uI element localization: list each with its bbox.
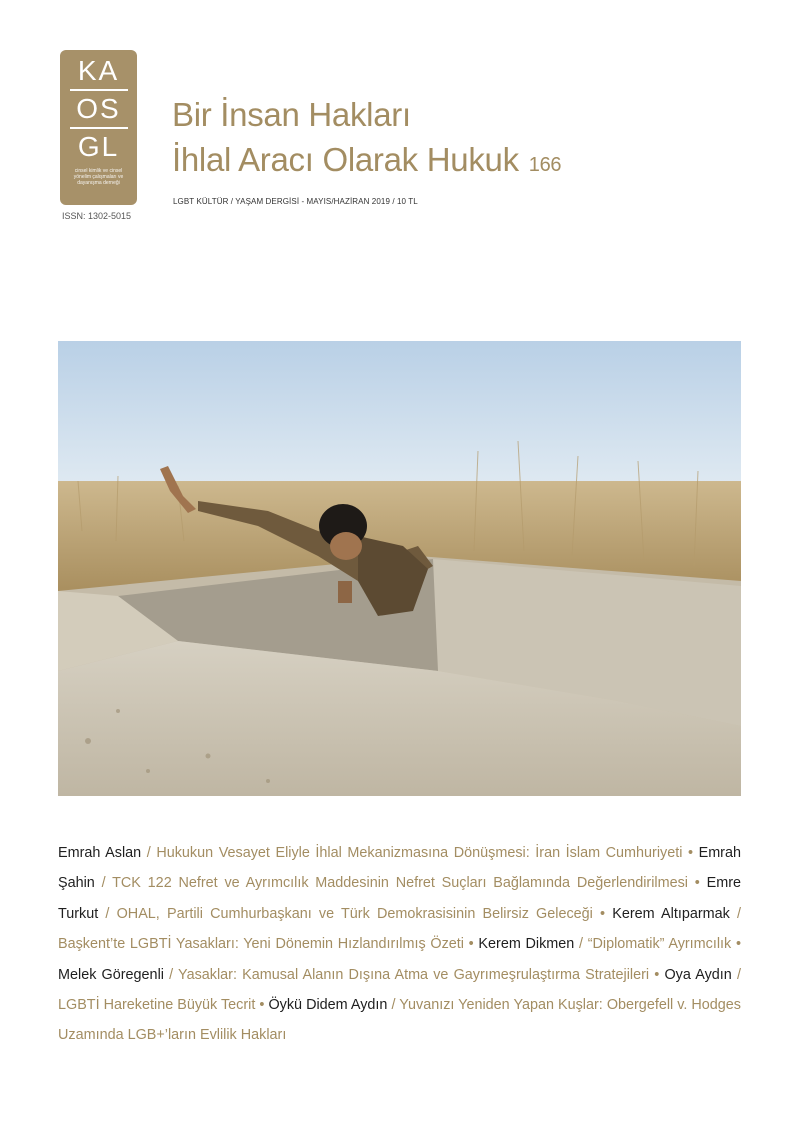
toc-article-title: / Yasaklar: Kamusal Alanın Dışına Atma ve Gayrımeşrulaştırma Stratejileri — [163, 966, 650, 983]
logo-line-2: OS — [76, 93, 121, 124]
cover-title — [172, 92, 561, 188]
toc-author: Emre Turkut — [58, 875, 741, 922]
title-line-2-wrap — [172, 137, 561, 188]
issue-number: 166 — [528, 154, 562, 176]
cover-photo — [58, 341, 741, 796]
logo-divider — [70, 89, 128, 91]
toc-separator: • — [649, 966, 665, 983]
toc-author: Oya Aydın — [664, 966, 732, 983]
toc-article-title: / “Diplomatik” Ayrımcılık — [574, 936, 732, 953]
logo-line-1: KA — [77, 55, 120, 86]
toc-article-title: / Hukukun Vesayet Eliyle İhlal Mekanizmasına Dönüşmesi: İran İslam Cumhuriyeti — [141, 845, 683, 861]
toc-author: Emrah Şahin — [58, 845, 741, 892]
toc-article-title: / Yuvanızı Yeniden Yapan Kuşlar: Obergefell v. Hodges Uzamında LGB+’ların Evlilik Hakları — [58, 997, 741, 1044]
kaos-gl-logo — [60, 50, 137, 205]
title-line-1: Bir İnsan Hakları — [172, 96, 411, 133]
toc-author: Melek Göregenli — [58, 966, 164, 983]
toc-separator: • — [731, 936, 741, 953]
toc-author: Kerem Altıparmak — [612, 905, 730, 922]
toc-separator: • — [463, 936, 479, 953]
logo-line-3: GL — [77, 131, 120, 162]
toc-author: Kerem Dikmen — [478, 936, 575, 953]
toc-article-title: / Başkent’te LGBTİ Yasakları: Yeni Dönemin Hızlandırılmış Özeti — [58, 905, 741, 953]
toc-separator: • — [682, 845, 699, 861]
toc-author: Öykü Didem Aydın — [268, 997, 388, 1014]
toc-separator: • — [592, 905, 613, 922]
logo-divider — [70, 127, 128, 129]
toc-article-title: / LGBTİ Hareketine Büyük Tecrit — [58, 966, 741, 1014]
toc-article-title: / TCK 122 Nefret ve Ayrımcılık Maddesinin Nefret Suçları Bağlamında Değerlendirilmesi — [94, 875, 688, 892]
cover-photo-illustration — [58, 341, 741, 796]
table-of-contents — [58, 838, 741, 1051]
magazine-subline: LGBT KÜLTÜR / YAŞAM DERGİSİ - MAYIS/HAZİRAN 2019 / 10 TL — [173, 197, 418, 206]
toc-article-title: / OHAL, Partili Cumhurbaşkanı ve Türk Demokrasisinin Belirsiz Geleceği — [98, 905, 593, 922]
issn-label: ISSN: 1302-5015 — [62, 211, 132, 221]
toc-author: Emrah Aslan — [58, 845, 142, 861]
title-line-2: İhlal Aracı Olarak Hukuk — [172, 141, 519, 178]
logo-tagline: cinsel kimlik ve cinsel yönelim çalışmaları ve dayanışma derneği — [73, 168, 124, 186]
toc-separator: • — [255, 997, 269, 1014]
toc-separator: • — [688, 875, 707, 892]
